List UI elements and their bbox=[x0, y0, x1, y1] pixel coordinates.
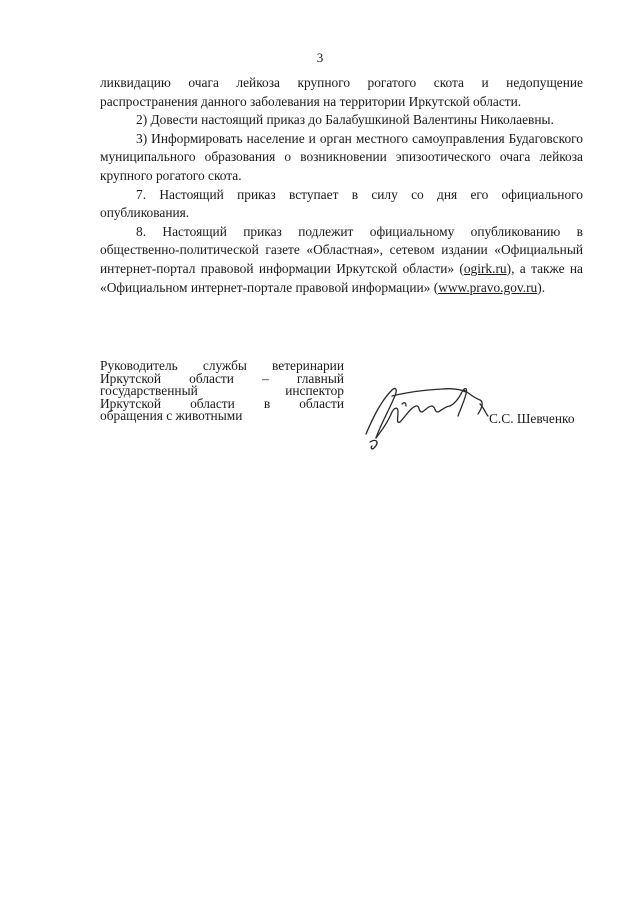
pravo-link[interactable]: www.pravo.gov.ru bbox=[438, 279, 538, 295]
signatory-title-line: обращения с животными bbox=[100, 408, 243, 424]
paragraph-1: ликвидацию очага лейкоза крупного рогатого скота и недопущение распространения данного заболевания на территории Иркутской области. bbox=[100, 75, 583, 109]
page-number: 3 bbox=[316, 50, 324, 65]
document-body bbox=[100, 74, 583, 297]
signatory-title bbox=[100, 360, 344, 423]
ogirk-link[interactable]: ogirk.ru bbox=[463, 260, 507, 276]
paragraph-8-end: ). bbox=[537, 279, 546, 295]
handwritten-signature bbox=[362, 372, 492, 452]
paragraph-7: 7. Настоящий приказ вступает в силу со дня его официального опубликования. bbox=[100, 186, 583, 221]
signatory-title-line: государственный инспектор bbox=[100, 383, 344, 399]
signatory-title-line: Иркутской области в области bbox=[100, 395, 344, 411]
paragraph-2: 2) Довести настоящий приказ до Балабушкиной Валентины Николаевны. bbox=[136, 112, 554, 128]
paragraph-3: 3) Информировать население и орган местного самоуправления Будаговского муниципального образования о возникновении эпизоотического очага лейкоза крупного рогатого скота. bbox=[100, 130, 583, 183]
paragraph-8 bbox=[100, 223, 583, 297]
paragraph-8-middle: ), а также на «Официальном интернет-портале правовой информации» ( bbox=[100, 260, 583, 295]
signature-block bbox=[100, 360, 580, 450]
signatory-title-line: Иркутской области – главный bbox=[100, 370, 344, 386]
signatory-name: С.С. Шевченко bbox=[489, 411, 575, 426]
signatory-title-line: Руководитель службы ветеринарии bbox=[100, 358, 344, 373]
paragraph-8-start: 8. Настоящий приказ подлежит официальному опубликованию в общественно-политической газете «Областная», сетевом издании «Официальный интернет-портал правовой информации Иркутской области» ( bbox=[100, 223, 583, 276]
